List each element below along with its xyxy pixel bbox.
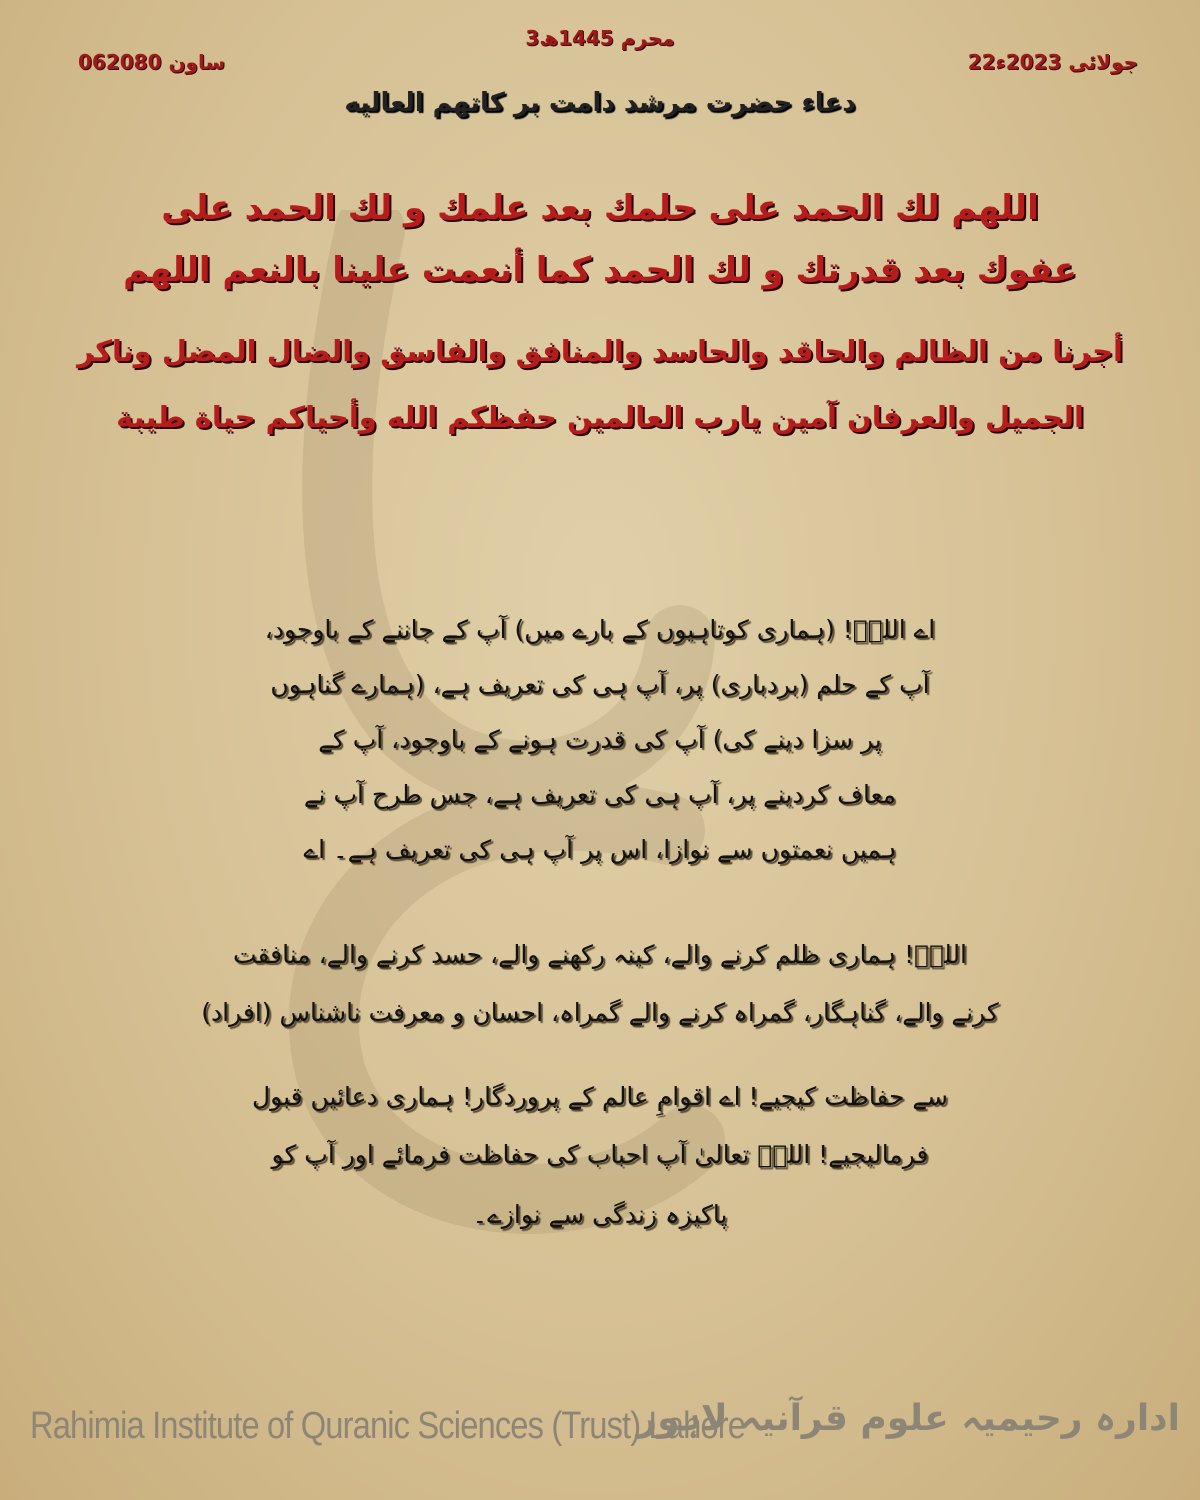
urdu-translation-line: ہمیں نعمتوں سے نوازا، اس پر آپ ہی کی تعریف ہے۔ اے	[303, 835, 897, 864]
institute-name: Rahimia Institute of Quranic Sciences (Trust) Lahore	[30, 1405, 746, 1447]
gregorian-date: 22جولائی 2023ء	[967, 50, 1138, 74]
urdu-translation-line: آپ کے حلم (بردباری) پر، آپ ہی کی تعریف ہے، (ہمارے گناہوں	[270, 670, 930, 699]
arabic-dua-line: اللهم لك الحمد على حلمك بعد علمك و لك الحمد على	[161, 188, 1039, 228]
urdu-translation-line: فرمالیجیے! اللہؑ تعالیٰ آپ احباب کی حفاظت فرمائے اور آپ کو	[271, 1140, 929, 1169]
arabic-dua-line: أجرنا من الظالم والحاقد والحاسد والمنافق والفاسق والضال المضل وناكر	[77, 334, 1123, 368]
urdu-translation-line: سے حفاظت کیجیے! اے اقوامِ عالم کے پروردگار! ہماری دعائیں قبول	[252, 1082, 948, 1111]
hijri-date: 3محرم 1445ھ	[525, 26, 675, 50]
urdu-translation-line: اے اللہؑ! (ہماری کوتاہیوں کے بارے میں) آپ کے جاننے کے باوجود،	[264, 615, 936, 644]
urdu-translation-line: کرنے والے، گناہگار، گمراہ کرنے والے گمراہ، احسان و معرفت ناشناس (افراد)	[201, 998, 999, 1027]
urdu-translation-line: معاف کردینے پر، آپ ہی کی تعریف ہے، جس طرح آپ نے	[303, 780, 897, 809]
arabic-dua-line: الجميل والعرفان آمين يارب العالمين حفظكم الله وأحياكم حياة طيبة	[116, 400, 1084, 434]
arabic-dua-line: عفوك بعد قدرتك و لك الحمد كما أنعمت علينا بالنعم اللهم	[123, 250, 1077, 290]
bikrami-date: 06ساون 2080	[78, 50, 226, 74]
urdu-translation-line: اللہؑ! ہماری ظلم کرنے والے، کینہ رکھنے والے، حسد کرنے والے، منافقت	[232, 940, 968, 969]
page-title: دعاء حضرت مرشد دامت بر کاتھم العالیه	[344, 88, 856, 118]
institute-logo: ادارہ رحیمیہ علوم قرآنیہ لاہور	[636, 1398, 1180, 1439]
urdu-translation-line: پر سزا دینے کی) آپ کی قدرت ہونے کے باوجود، آپ کے	[318, 725, 882, 754]
urdu-translation-line: پاکیزہ زندگی سے نوازے۔	[472, 1200, 728, 1229]
